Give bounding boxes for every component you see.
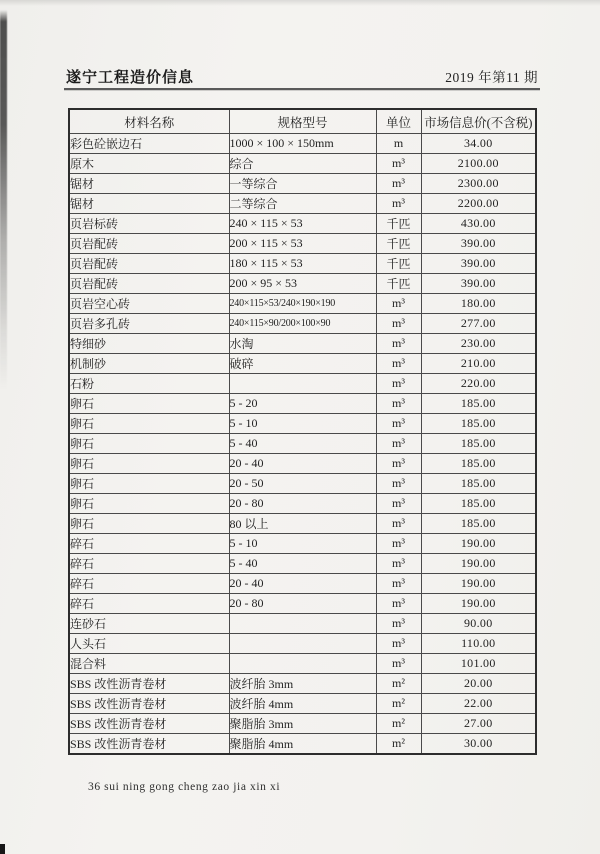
- spec-cell: 综合: [229, 154, 376, 174]
- price-cell: 110.00: [421, 634, 536, 654]
- price-cell: 390.00: [421, 274, 536, 294]
- spec-cell: 5 - 40: [229, 554, 376, 574]
- price-cell: 185.00: [421, 474, 536, 494]
- material-name-cell: 卵石: [69, 434, 229, 454]
- scan-top-shadow: [0, 0, 600, 6]
- unit-cell: m³: [376, 294, 421, 314]
- price-table-body: [69, 134, 536, 755]
- material-name-cell: 锯材: [69, 174, 229, 194]
- spec-cell: 80 以上: [229, 514, 376, 534]
- col-header-spec: 规格型号: [229, 109, 376, 134]
- price-cell: 190.00: [421, 534, 536, 554]
- price-cell: 34.00: [421, 134, 536, 154]
- spec-cell: [229, 634, 376, 654]
- table-header-row: [69, 109, 536, 134]
- price-cell: 210.00: [421, 354, 536, 374]
- spec-cell: 240×115×53/240×190×190: [229, 294, 376, 314]
- price-cell: 2100.00: [421, 154, 536, 174]
- material-name-cell: 碎石: [69, 534, 229, 554]
- col-header-unit: 单位: [376, 109, 421, 134]
- table-row: [69, 654, 536, 674]
- table-row: [69, 394, 536, 414]
- unit-cell: m²: [376, 674, 421, 694]
- table-row: [69, 574, 536, 594]
- table-row: [69, 454, 536, 474]
- material-name-cell: 页岩标砖: [69, 214, 229, 234]
- spec-cell: 聚脂胎 3mm: [229, 714, 376, 734]
- price-cell: 185.00: [421, 514, 536, 534]
- page-header: [66, 66, 538, 87]
- unit-cell: m³: [376, 514, 421, 534]
- price-cell: 27.00: [421, 714, 536, 734]
- price-cell: 185.00: [421, 494, 536, 514]
- spec-cell: 20 - 40: [229, 574, 376, 594]
- price-cell: 101.00: [421, 654, 536, 674]
- unit-cell: m³: [376, 154, 421, 174]
- unit-cell: 千匹: [376, 214, 421, 234]
- unit-cell: m³: [376, 394, 421, 414]
- material-name-cell: SBS 改性沥青卷材: [69, 714, 229, 734]
- issue-label: 2019 年第11 期: [445, 70, 538, 85]
- price-cell: 190.00: [421, 574, 536, 594]
- material-name-cell: 机制砂: [69, 354, 229, 374]
- table-row: [69, 434, 536, 454]
- price-cell: 90.00: [421, 614, 536, 634]
- price-cell: 190.00: [421, 554, 536, 574]
- unit-cell: m³: [376, 574, 421, 594]
- unit-cell: m²: [376, 694, 421, 714]
- table-row: [69, 194, 536, 214]
- material-name-cell: SBS 改性沥青卷材: [69, 674, 229, 694]
- material-name-cell: 页岩空心砖: [69, 294, 229, 314]
- table-row: [69, 714, 536, 734]
- unit-cell: m³: [376, 194, 421, 214]
- scan-edge-artifact: [0, 10, 7, 390]
- spec-cell: 20 - 50: [229, 474, 376, 494]
- price-cell: 185.00: [421, 434, 536, 454]
- unit-cell: m³: [376, 554, 421, 574]
- spec-cell: 200 × 95 × 53: [229, 274, 376, 294]
- material-name-cell: 碎石: [69, 554, 229, 574]
- spec-cell: [229, 614, 376, 634]
- table-row: [69, 634, 536, 654]
- scan-corner-mark: [0, 844, 5, 854]
- material-name-cell: 特细砂: [69, 334, 229, 354]
- price-cell: 230.00: [421, 334, 536, 354]
- price-cell: 185.00: [421, 414, 536, 434]
- table-row: [69, 474, 536, 494]
- spec-cell: 波纤胎 3mm: [229, 674, 376, 694]
- spec-cell: 二等综合: [229, 194, 376, 214]
- material-name-cell: 卵石: [69, 494, 229, 514]
- price-cell: 390.00: [421, 254, 536, 274]
- table-row: [69, 414, 536, 434]
- page-footer: 36 sui ning gong cheng zao jia xin xi: [88, 781, 281, 793]
- material-name-cell: 原木: [69, 154, 229, 174]
- material-name-cell: 卵石: [69, 474, 229, 494]
- unit-cell: m³: [376, 314, 421, 334]
- spec-cell: 水淘: [229, 334, 376, 354]
- spec-cell: 一等综合: [229, 174, 376, 194]
- table-row: [69, 294, 536, 314]
- table-row: [69, 374, 536, 394]
- table-row: [69, 254, 536, 274]
- journal-title: 遂宁工程造价信息: [66, 70, 195, 86]
- material-name-cell: 石粉: [69, 374, 229, 394]
- unit-cell: m²: [376, 734, 421, 755]
- table-row: [69, 274, 536, 294]
- unit-cell: m³: [376, 614, 421, 634]
- spec-cell: 20 - 80: [229, 494, 376, 514]
- material-name-cell: 卵石: [69, 514, 229, 534]
- table-row: [69, 174, 536, 194]
- unit-cell: m³: [376, 534, 421, 554]
- spec-cell: 破碎: [229, 354, 376, 374]
- unit-cell: m³: [376, 634, 421, 654]
- unit-cell: m³: [376, 174, 421, 194]
- unit-cell: m³: [376, 414, 421, 434]
- spec-cell: [229, 654, 376, 674]
- table-row: [69, 594, 536, 614]
- spec-cell: 240×115×90/200×100×90: [229, 314, 376, 334]
- unit-cell: m³: [376, 434, 421, 454]
- table-row: [69, 334, 536, 354]
- spec-cell: 1000 × 100 × 150mm: [229, 134, 376, 154]
- material-name-cell: 页岩配砖: [69, 254, 229, 274]
- unit-cell: 千匹: [376, 254, 421, 274]
- table-row: [69, 554, 536, 574]
- table-row: [69, 674, 536, 694]
- unit-cell: m³: [376, 374, 421, 394]
- spec-cell: 波纤胎 4mm: [229, 694, 376, 714]
- material-name-cell: SBS 改性沥青卷材: [69, 694, 229, 714]
- price-cell: 22.00: [421, 694, 536, 714]
- material-name-cell: 卵石: [69, 394, 229, 414]
- spec-cell: 5 - 20: [229, 394, 376, 414]
- spec-cell: 聚脂胎 4mm: [229, 734, 376, 755]
- unit-cell: m³: [376, 474, 421, 494]
- table-row: [69, 134, 536, 154]
- price-table: [68, 108, 537, 755]
- material-name-cell: 锯材: [69, 194, 229, 214]
- table-row: [69, 494, 536, 514]
- header-rule: [64, 88, 540, 90]
- spec-cell: 20 - 80: [229, 594, 376, 614]
- table-row: [69, 154, 536, 174]
- col-header-price: 市场信息价(不含税): [421, 109, 536, 134]
- material-name-cell: 碎石: [69, 594, 229, 614]
- table-row: [69, 614, 536, 634]
- spec-cell: 200 × 115 × 53: [229, 234, 376, 254]
- material-name-cell: 人头石: [69, 634, 229, 654]
- price-cell: 220.00: [421, 374, 536, 394]
- price-cell: 30.00: [421, 734, 536, 755]
- spec-cell: 5 - 40: [229, 434, 376, 454]
- spec-cell: 20 - 40: [229, 454, 376, 474]
- price-cell: 185.00: [421, 454, 536, 474]
- spec-cell: 5 - 10: [229, 534, 376, 554]
- table-row: [69, 694, 536, 714]
- col-header-material: 材料名称: [69, 109, 229, 134]
- table-row: [69, 514, 536, 534]
- price-cell: 2300.00: [421, 174, 536, 194]
- table-row: [69, 214, 536, 234]
- table-row: [69, 354, 536, 374]
- price-cell: 185.00: [421, 394, 536, 414]
- material-name-cell: 彩色砼嵌边石: [69, 134, 229, 154]
- price-cell: 390.00: [421, 234, 536, 254]
- table-row: [69, 314, 536, 334]
- unit-cell: m³: [376, 594, 421, 614]
- unit-cell: m²: [376, 714, 421, 734]
- unit-cell: m³: [376, 334, 421, 354]
- price-cell: 430.00: [421, 214, 536, 234]
- material-name-cell: SBS 改性沥青卷材: [69, 734, 229, 755]
- unit-cell: m³: [376, 354, 421, 374]
- price-cell: 277.00: [421, 314, 536, 334]
- material-name-cell: 连砂石: [69, 614, 229, 634]
- table-row: [69, 734, 536, 755]
- unit-cell: m³: [376, 454, 421, 474]
- price-cell: 180.00: [421, 294, 536, 314]
- unit-cell: m: [376, 134, 421, 154]
- material-name-cell: 卵石: [69, 454, 229, 474]
- material-name-cell: 碎石: [69, 574, 229, 594]
- table-row: [69, 534, 536, 554]
- unit-cell: m³: [376, 494, 421, 514]
- material-name-cell: 页岩配砖: [69, 274, 229, 294]
- table-row: [69, 234, 536, 254]
- spec-cell: 5 - 10: [229, 414, 376, 434]
- unit-cell: 千匹: [376, 274, 421, 294]
- unit-cell: m³: [376, 654, 421, 674]
- material-name-cell: 页岩多孔砖: [69, 314, 229, 334]
- price-cell: 20.00: [421, 674, 536, 694]
- material-name-cell: 混合料: [69, 654, 229, 674]
- spec-cell: 240 × 115 × 53: [229, 214, 376, 234]
- price-cell: 2200.00: [421, 194, 536, 214]
- spec-cell: 180 × 115 × 53: [229, 254, 376, 274]
- material-name-cell: 页岩配砖: [69, 234, 229, 254]
- material-name-cell: 卵石: [69, 414, 229, 434]
- spec-cell: [229, 374, 376, 394]
- price-cell: 190.00: [421, 594, 536, 614]
- unit-cell: 千匹: [376, 234, 421, 254]
